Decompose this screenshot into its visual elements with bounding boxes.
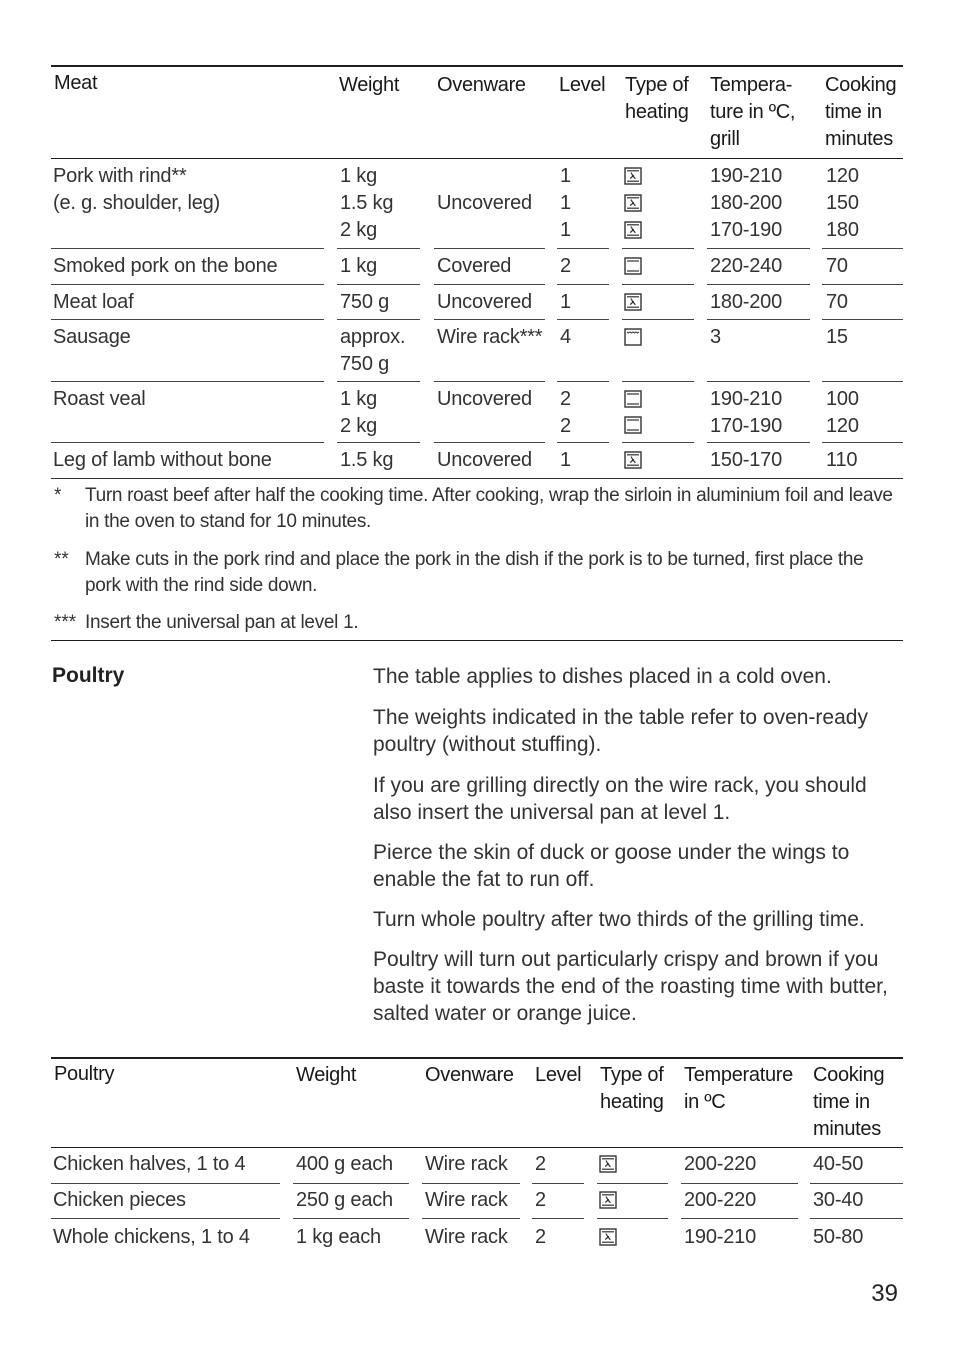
meat-cell: Pork with rind** (e. g. shoulder, leg)	[53, 165, 221, 214]
ovenware-cell: Wire rack	[425, 1189, 508, 1211]
header-level: Level	[535, 1064, 582, 1086]
temperature-cell: 180-200	[710, 291, 782, 313]
ovenware-cell: Uncovered	[437, 291, 532, 313]
level-cell: 1 1 1	[560, 165, 571, 241]
header-cooking-time: Cooking time in minutes	[813, 1064, 885, 1140]
header-rule	[51, 1147, 903, 1148]
header-ovenware: Ovenware	[425, 1064, 514, 1086]
header-poultry: Poultry	[54, 1063, 115, 1085]
time-cell: 100 120	[826, 388, 859, 437]
table-top-rule	[51, 65, 903, 67]
meat-cell: Meat loaf	[53, 291, 134, 313]
top-bottom-heat-icon	[624, 390, 642, 408]
level-cell: 2 2	[560, 388, 571, 437]
time-cell: 50-80	[813, 1226, 864, 1248]
level-cell: 2	[535, 1189, 546, 1211]
top-bottom-heat-icon	[624, 257, 642, 275]
ovenware-cell: Wire rack	[425, 1153, 508, 1175]
weight-cell: 1 kg	[340, 255, 378, 277]
poultry-cell: Chicken halves, 1 to 4	[53, 1153, 246, 1175]
header-weight: Weight	[339, 74, 400, 96]
meat-cell: Leg of lamb without bone	[53, 449, 272, 471]
temperature-cell: 200-220	[684, 1153, 756, 1175]
header-meat: Meat	[54, 72, 98, 94]
footnote-mark: *	[54, 485, 62, 506]
weight-cell: 250 g each	[296, 1189, 393, 1211]
top-bottom-fan-icon	[624, 293, 642, 311]
time-cell: 70	[826, 255, 848, 277]
table-top-rule	[51, 1057, 903, 1059]
time-cell: 15	[826, 326, 848, 348]
top-bottom-fan-icon	[624, 221, 642, 239]
weight-cell: 1 kg each	[296, 1226, 381, 1248]
time-cell: 110	[826, 449, 858, 471]
header-weight: Weight	[296, 1064, 357, 1086]
paragraph: Turn whole poultry after two thirds of the grilling time.	[373, 908, 865, 931]
footnote-text: Insert the universal pan at level 1.	[85, 612, 359, 633]
weight-cell: approx. 750 g	[340, 326, 406, 375]
time-cell: 30-40	[813, 1189, 864, 1211]
level-cell: 1	[560, 449, 571, 471]
top-bottom-fan-icon	[599, 1155, 617, 1173]
level-cell: 2	[535, 1226, 546, 1248]
top-bottom-fan-icon	[624, 167, 642, 185]
header-cooking-time: Cooking time in minutes	[825, 74, 897, 150]
ovenware-cell: Covered	[437, 255, 512, 277]
level-cell: 2	[535, 1153, 546, 1175]
grill-icon	[624, 328, 642, 346]
top-bottom-heat-icon	[624, 416, 642, 434]
weight-cell: 400 g each	[296, 1153, 393, 1175]
meat-cell: Roast veal	[53, 388, 146, 410]
time-cell: 40-50	[813, 1153, 864, 1175]
weight-cell: 1 kg 2 kg	[340, 388, 378, 437]
temperature-cell: 220-240	[710, 255, 782, 277]
header-ovenware: Ovenware	[437, 74, 526, 96]
poultry-cell: Whole chickens, 1 to 4	[53, 1226, 250, 1248]
header-rule	[51, 158, 903, 159]
temperature-cell: 150-170	[710, 449, 782, 471]
level-cell: 1	[560, 291, 571, 313]
footnote-text: Turn roast beef after half the cooking time. After cooking, wrap the sirloin in aluminium foil and leave in the oven to stand for 10 minutes.	[85, 485, 893, 532]
temperature-cell: 3	[710, 326, 721, 348]
header-temperature: Tempera- ture in ºC, grill	[710, 74, 796, 150]
ovenware-cell: Uncovered	[437, 449, 532, 471]
weight-cell: 750 g	[340, 291, 390, 313]
table-bottom-rule	[51, 478, 903, 479]
temperature-cell: 200-220	[684, 1189, 756, 1211]
paragraph: Poultry will turn out particularly crispy and brown if you baste it towards the end of the roasting time with butter, salted water or orange juice.	[373, 948, 888, 1025]
header-type-of-heating: Type of heating	[600, 1064, 664, 1113]
section-divider	[51, 640, 903, 641]
ovenware-cell: Wire rack***	[437, 326, 543, 348]
ovenware-cell: Uncovered	[437, 388, 532, 410]
header-level: Level	[559, 74, 606, 96]
footnote-mark: ***	[54, 612, 77, 633]
time-cell: 120 150 180	[826, 165, 859, 241]
top-bottom-fan-icon	[599, 1191, 617, 1209]
temperature-cell: 190-210 180-200 170-190	[710, 165, 782, 241]
footnote-text: Make cuts in the pork rind and place the pork in the dish if the pork is to be turned, first place the pork with the rind side down.	[85, 549, 864, 596]
weight-cell: 1.5 kg	[340, 449, 394, 471]
meat-cell: Sausage	[53, 326, 131, 348]
time-cell: 70	[826, 291, 848, 313]
ovenware-cell: Wire rack	[425, 1226, 508, 1248]
section-title: Poultry	[52, 664, 125, 687]
header-type-of-heating: Type of heating	[625, 74, 689, 123]
weight-cell: 1 kg 1.5 kg 2 kg	[340, 165, 394, 241]
temperature-cell: 190-210 170-190	[710, 388, 782, 437]
footnote-mark: **	[54, 549, 69, 570]
paragraph: The table applies to dishes placed in a cold oven.	[373, 665, 832, 688]
paragraph: Pierce the skin of duck or goose under the wings to enable the fat to run off.	[373, 841, 850, 891]
top-bottom-fan-icon	[624, 451, 642, 469]
level-cell: 2	[560, 255, 571, 277]
meat-cell: Smoked pork on the bone	[53, 255, 278, 277]
level-cell: 4	[560, 326, 571, 348]
paragraph: The weights indicated in the table refer to oven-ready poultry (without stuffing).	[373, 706, 868, 756]
temperature-cell: 190-210	[684, 1226, 756, 1248]
paragraph: If you are grilling directly on the wire rack, you should also insert the universal pan at level 1.	[373, 774, 867, 824]
top-bottom-fan-icon	[599, 1228, 617, 1246]
page-number: 39	[871, 1280, 898, 1307]
poultry-cell: Chicken pieces	[53, 1189, 186, 1211]
header-temperature: Temperature in ºC	[684, 1064, 793, 1113]
ovenware-cell: Uncovered	[437, 192, 532, 214]
top-bottom-fan-icon	[624, 194, 642, 212]
